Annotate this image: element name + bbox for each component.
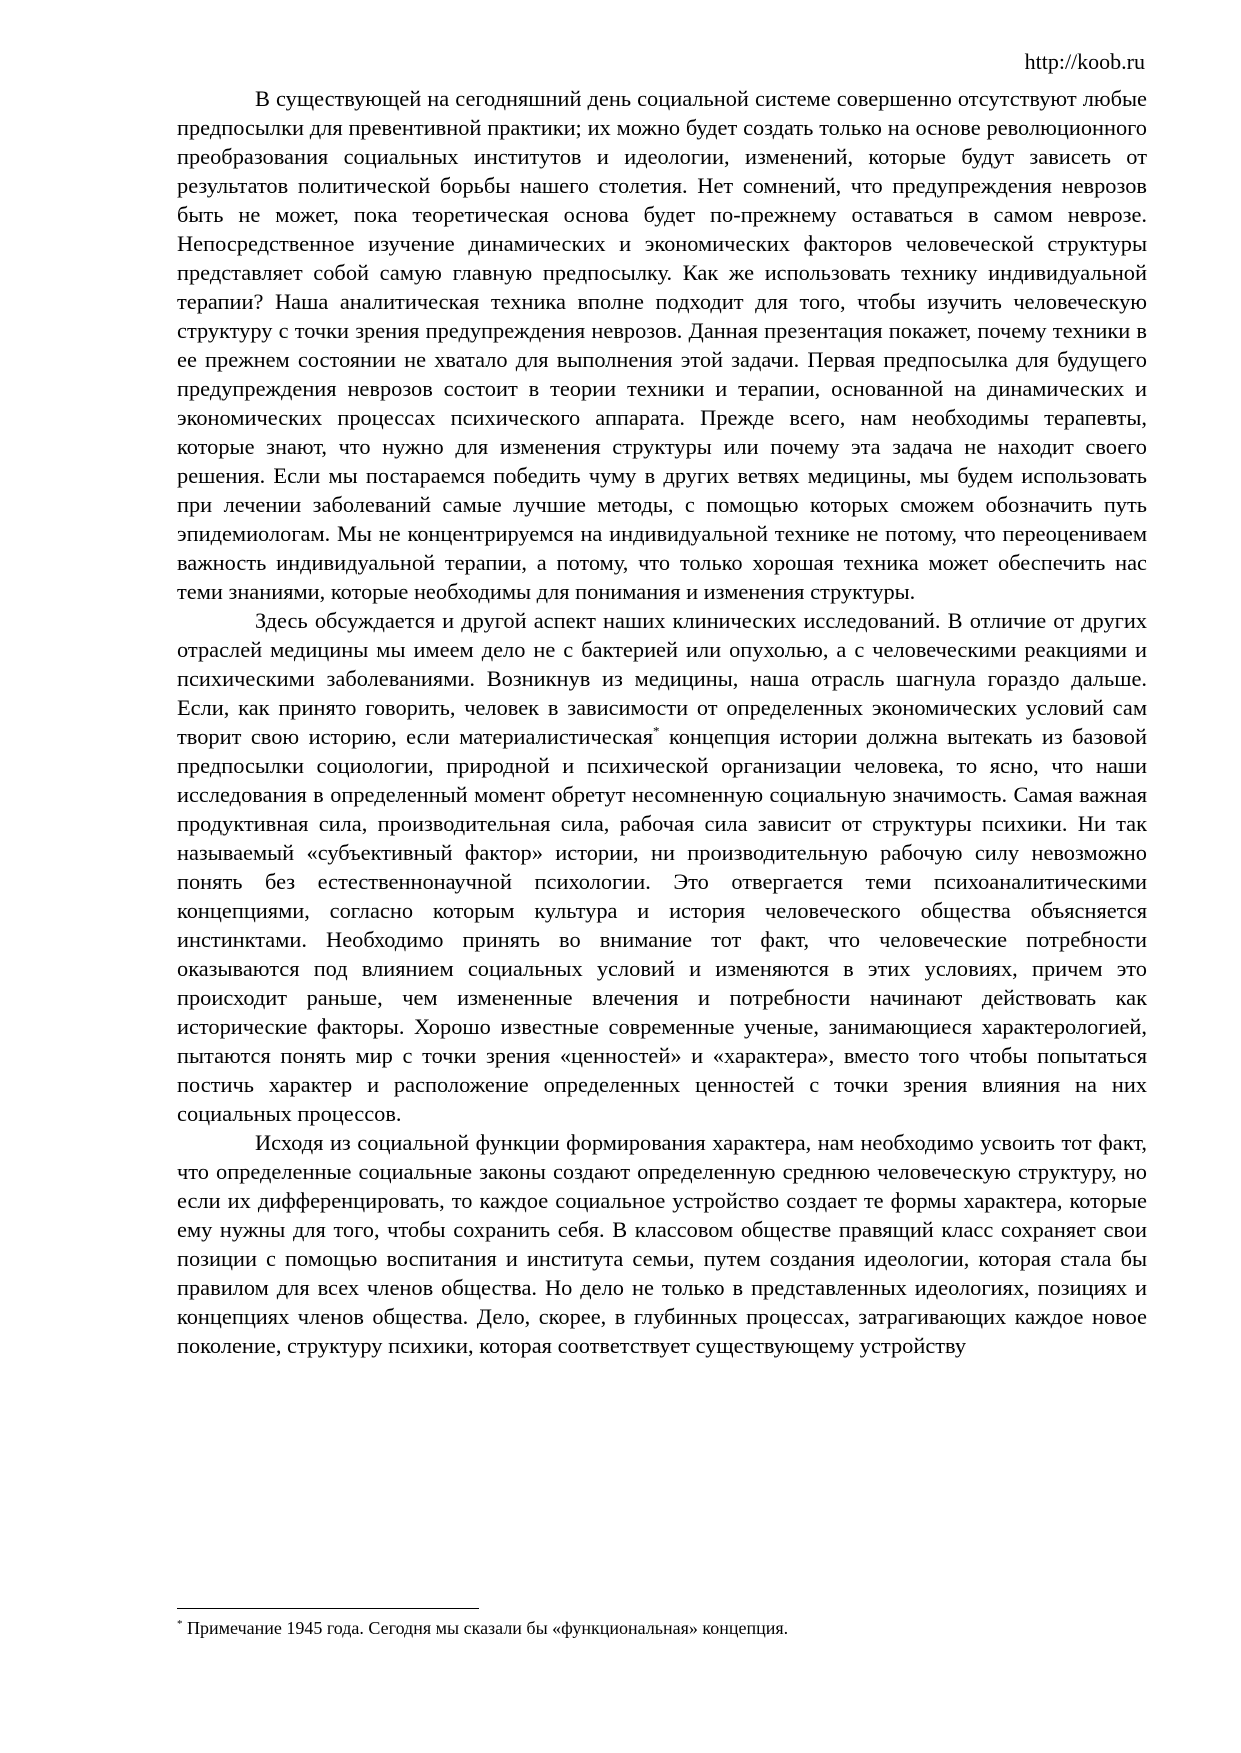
- paragraph-2: [177, 606, 1147, 1128]
- paragraph-1: В существующей на сегодняшний день социальной системе совершенно отсутствуют любые предпосылки для превентивной практики; их можно будет создать только на основе революционного преобразования социальных институтов и идеологии, изменений, которые будут зависеть от результатов политической борьбы нашего столетия. Нет сомнений, что предупреждения неврозов быть не может, пока теоретическая основа будет по-прежнему оставаться в самом неврозе. Непосредственное изучение динамических и экономических факторов человеческой структуры представляет собой самую главную предпосылку. Как же использовать технику индивидуальной терапии? Наша аналитическая техника вполне подходит для того, чтобы изучить человеческую структуру с точки зрения предупреждения неврозов. Данная презентация покажет, почему техники в ее прежнем состоянии не хватало для выполнения этой задачи. Первая предпосылка для будущего предупреждения неврозов состоит в теории техники и терапии, основанной на динамических и экономических процессах психического аппарата. Прежде всего, нам необходимы терапевты, которые знают, что нужно для изменения структуры или почему эта задача не находит своего решения. Если мы постараемся победить чуму в других ветвях медицины, мы будем использовать при лечении заболеваний самые лучшие методы, с помощью которых сможем обозначить путь эпидемиологам. Мы не концентрируемся на индивидуальной технике не потому, что переоцениваем важность индивидуальной терапии, а потому, что только хорошая техника может обеспечить нас теми знаниями, которые необходимы для понимания и изменения структуры.: [177, 86, 1147, 604]
- paragraph-2-part-1: Здесь обсуждается и другой аспект наших клинических исследований. В отличие от других отраслей медицины мы имеем дело не с бактерией или опухолью, а с человеческими реакциями и психическими заболеваниями. Возникнув из медицины, наша отрасль шагнула гораздо дальше. Если, как принято говорить, человек в зависимости от определенных экономических условий сам творит свою историю, если материалистическая: [177, 608, 1147, 749]
- footnote-separator: [177, 1608, 479, 1609]
- footnote-mark: *: [177, 1618, 183, 1630]
- footnote-reference-mark: *: [653, 723, 660, 739]
- paragraph-3: Исходя из социальной функции формирования характера, нам необходимо усвоить тот факт, что определенные социальные законы создают определенную среднюю человеческую структуру, но если их дифференцировать, то каждое социальное устройство создает те формы характера, которые ему нужны для того, чтобы сохранить себя. В классовом обществе правящий класс сохраняет свои позиции с помощью воспитания и института семьи, путем создания идеологии, которая стала бы правилом для всех членов общества. Но дело не только в представленных идеологиях, позициях и концепциях членов общества. Дело, скорее, в глубинных процессах, затрагивающих каждое новое поколение, структуру психики, которая соответствует существующему устройству: [177, 1130, 1147, 1358]
- footnote: [177, 1616, 1147, 1640]
- body-text: [177, 84, 1147, 1360]
- header-url: http://koob.ru: [1024, 49, 1145, 74]
- paragraph-2-part-2: концепция истории должна вытекать из базовой предпосылки социологии, природной и психической организации человека, то ясно, что наши исследования в определенный момент обретут несомненную социальную значимость. Самая важная продуктивная сила, производительная сила, рабочая сила зависит от структуры психики. Ни так называемый «субъективный фактор» истории, ни производительную рабочую силу невозможно понять без естественнонаучной психологии. Это отвергается теми психоаналитическими концепциями, согласно которым культура и история человеческого общества объясняется инстинктами. Необходимо принять во внимание тот факт, что человеческие потребности оказываются под влиянием социальных условий и изменяются в этих условиях, причем это происходит раньше, чем измененные влечения и потребности начинают действовать как исторические факторы. Хорошо известные современные ученые, занимающиеся характерологией, пытаются понять мир с точки зрения «ценностей» и «характера», вместо того чтобы попытаться постичь характер и расположение определенных ценностей с точки зрения влияния на них социальных процессов.: [177, 724, 1147, 1126]
- footnote-text: Примечание 1945 года. Сегодня мы сказали бы «функциональная» концепция.: [182, 1618, 789, 1638]
